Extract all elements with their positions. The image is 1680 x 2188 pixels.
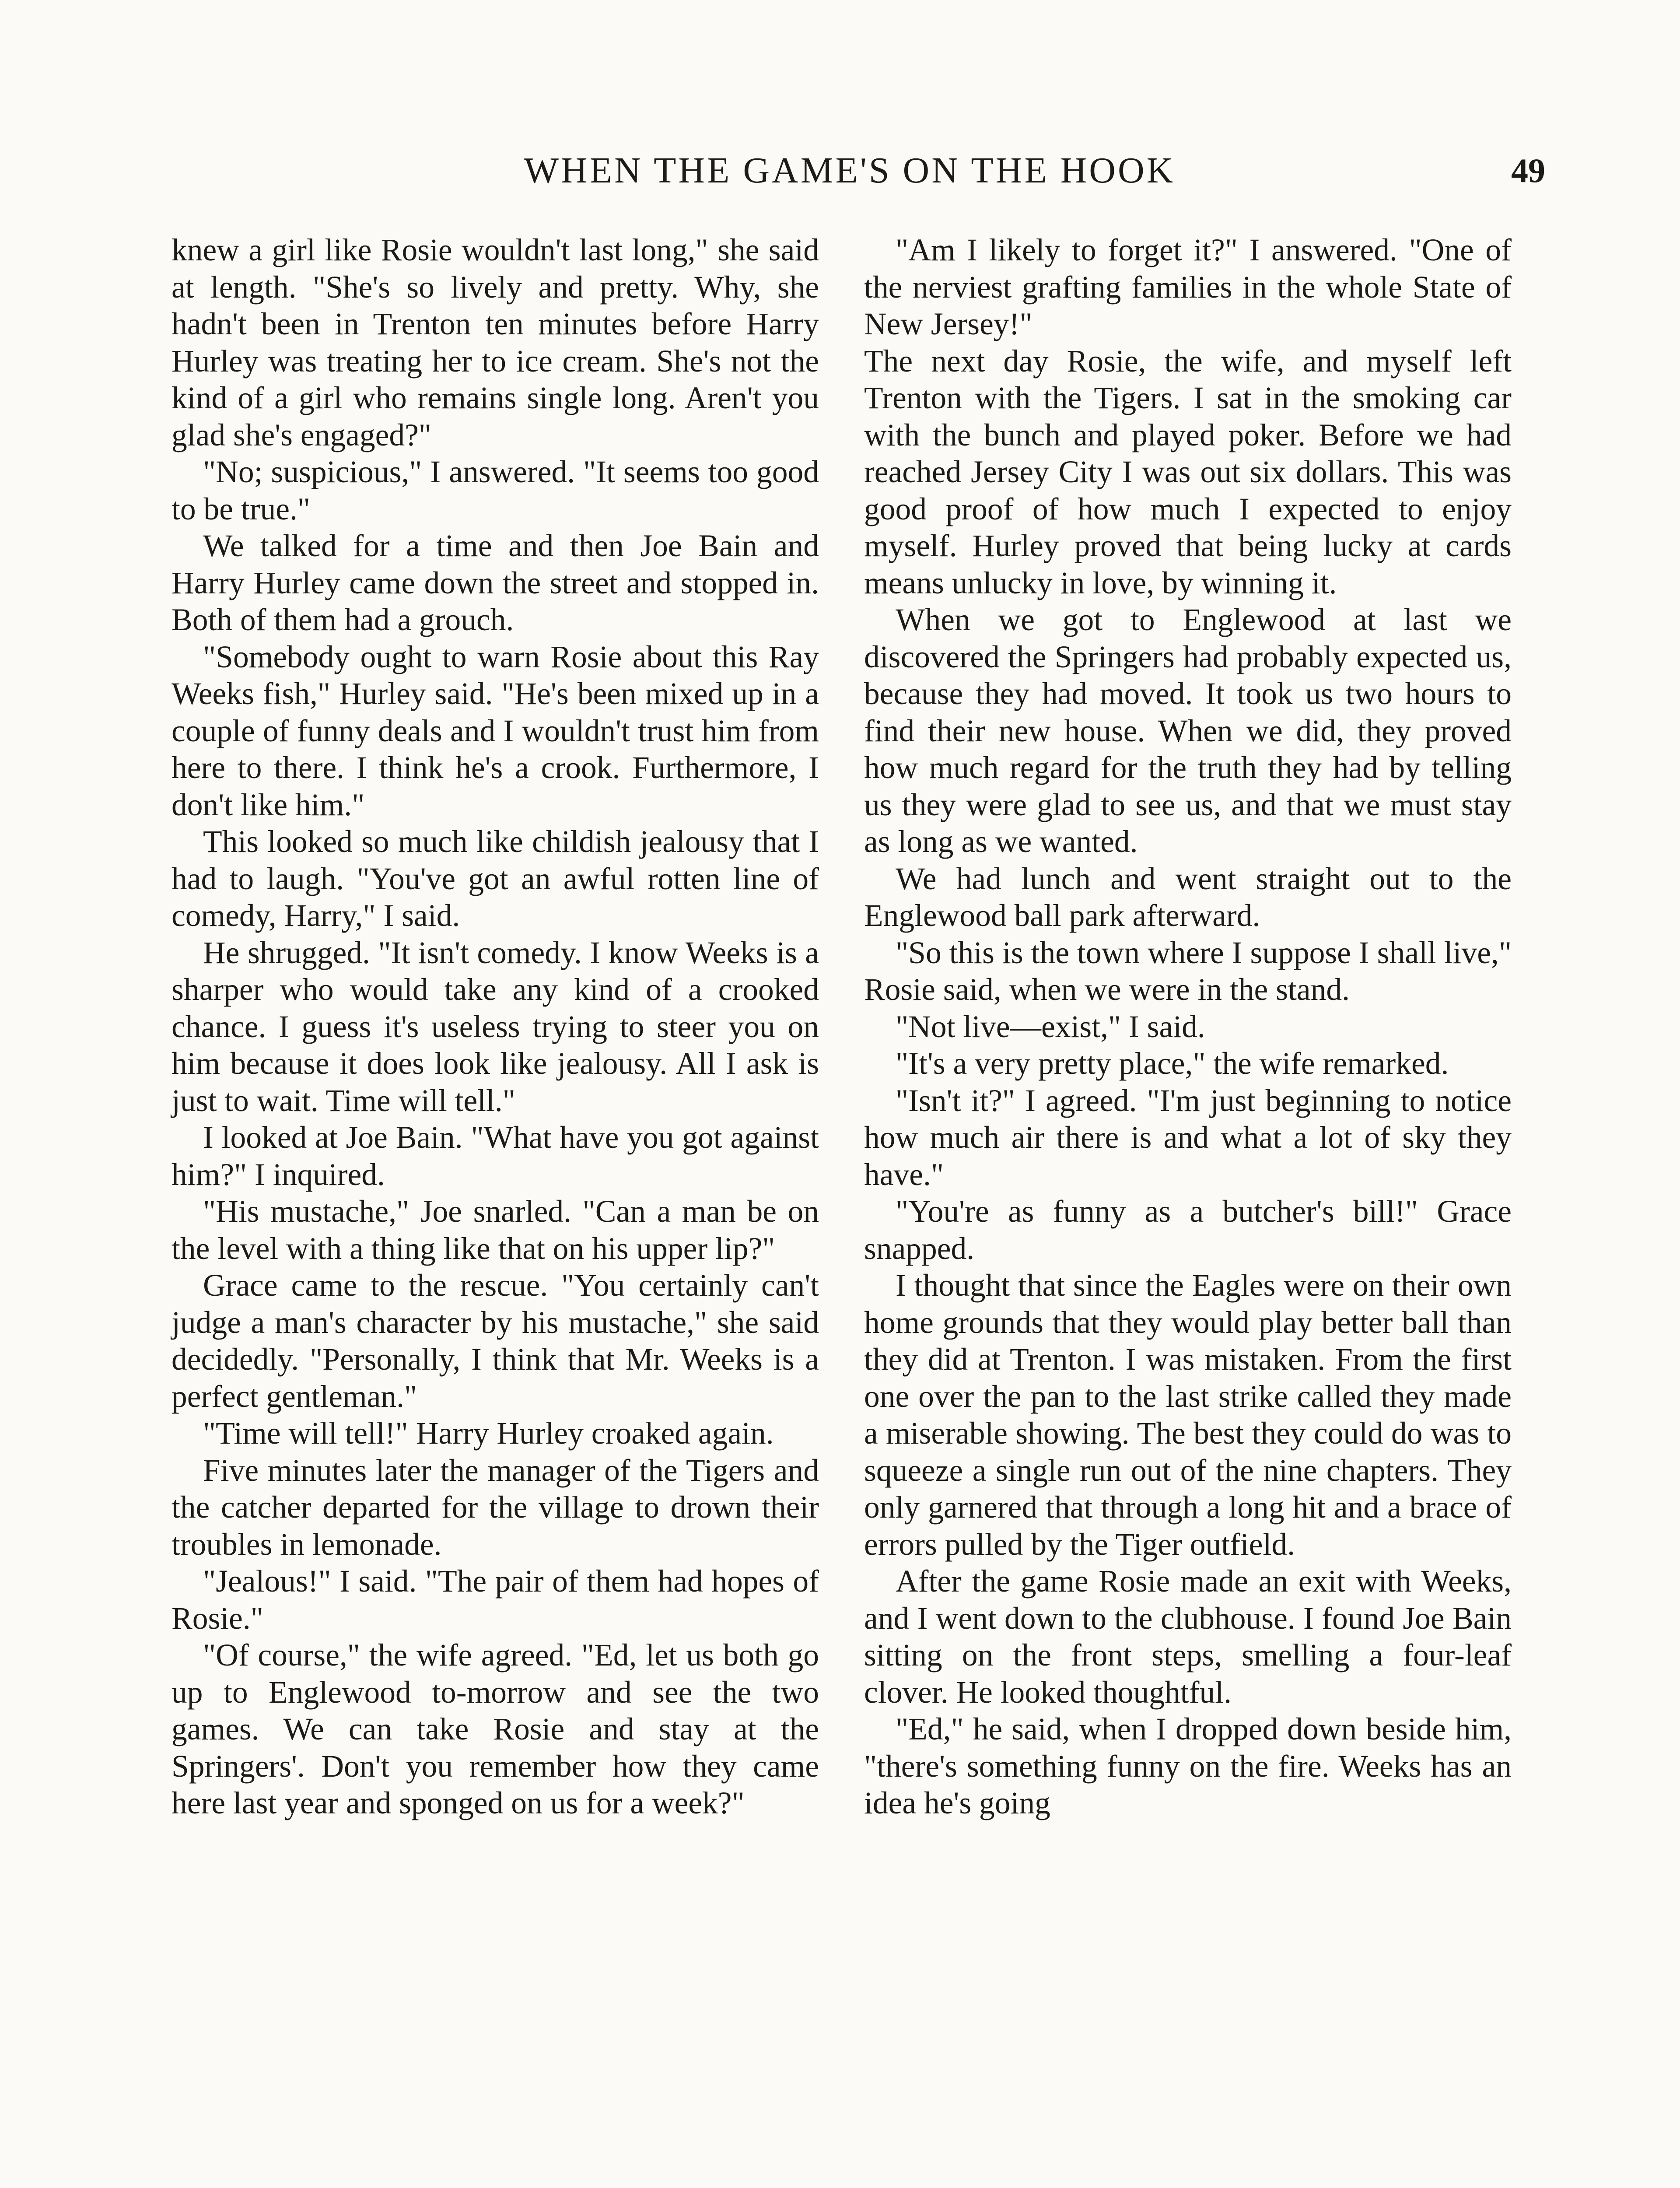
- paragraph: "No; suspicious," I answered. "It seems too good to be true.": [172, 455, 819, 526]
- paragraph: "Ed," he said, when I dropped down beside him, "there's something funny on the fire. Weeks has an idea he's going: [864, 1712, 1512, 1820]
- right-column: [864, 232, 1512, 1822]
- left-column: [172, 232, 819, 1822]
- paragraph: We had lunch and went straight out to the Englewood ball park afterward.: [864, 861, 1512, 933]
- running-title: WHEN THE GAME'S ON THE HOOK: [524, 150, 1176, 191]
- paragraph: "You're as funny as a butcher's bill!" Grace snapped.: [864, 1194, 1512, 1266]
- paragraph: "Of course," the wife agreed. "Ed, let us both go up to Englewood to-morrow and see the two games. We can take Rosie and stay at the Springers'. Don't you remember how they came here last year and sponged on us for a week?": [172, 1638, 819, 1820]
- paragraph: "Jealous!" I said. "The pair of them had hopes of Rosie.": [172, 1564, 819, 1636]
- paragraph: "So this is the town where I suppose I shall live," Rosie said, when we were in the stand.: [864, 935, 1512, 1007]
- paragraph: "It's a very pretty place," the wife remarked.: [896, 1046, 1449, 1081]
- paragraph: I looked at Joe Bain. "What have you got against him?" I inquired.: [172, 1120, 819, 1192]
- paragraph: "Am I likely to forget it?" I answered. "One of the nerviest grafting families in the whole State of New Jersey!": [864, 233, 1512, 341]
- paragraph: "His mustache," Joe snarled. "Can a man be on the level with a thing like that on his upper lip?": [172, 1194, 819, 1266]
- paragraph: Five minutes later the manager of the Tigers and the catcher departed for the village to drown their troubles in lemonade.: [172, 1453, 819, 1562]
- paragraph: "Time will tell!" Harry Hurley croaked again.: [203, 1416, 774, 1451]
- paragraph: When we got to Englewood at last we discovered the Springers had probably expected us, because they had moved. It took us two hours to find their new house. When we did, they proved how much regard for the truth they had by telling us they were glad to see us, and that we must stay as long as we wanted.: [864, 603, 1512, 859]
- paragraph: "Somebody ought to warn Rosie about this Ray Weeks fish," Hurley said. "He's been mixed up in a couple of funny deals and I wouldn't trust him from here to there. I think he's a crook. Furthermore, I don't like him.": [172, 639, 819, 822]
- paragraph: "Isn't it?" I agreed. "I'm just beginning to notice how much air there is and what a lot of sky they have.": [864, 1083, 1512, 1192]
- paragraph: Grace came to the rescue. "You certainly can't judge a man's character by his mustache," she said decidedly. "Personally, I think that Mr. Weeks is a perfect gentleman.": [172, 1268, 819, 1414]
- paragraph: "Not live—exist," I said.: [896, 1009, 1205, 1044]
- paragraph: He shrugged. "It isn't comedy. I know Weeks is a sharper who would take any kind of a crooked chance. I guess it's useless trying to steer you on him because it does look like jealousy. All I ask is just to wait. Time will tell.": [172, 935, 819, 1118]
- paragraph: This looked so much like childish jealousy that I had to laugh. "You've got an awful rotten line of comedy, Harry," I said.: [172, 824, 819, 933]
- running-head: [172, 144, 1545, 197]
- page-number: 49: [1511, 151, 1545, 189]
- paragraph: After the game Rosie made an exit with Weeks, and I went down to the clubhouse. I found Joe Bain sitting on the front steps, smelling a four-leaf clover. He looked thoughtful.: [864, 1564, 1512, 1710]
- paragraph: I thought that since the Eagles were on their own home grounds that they would play better ball than they did at Trenton. I was mistaken. From the first one over the pan to the last strike called they made a miserable showing. The best they could do was to squeeze a single run out of the nine chapters. They only garnered that through a long hit and a brace of errors pulled by the Tiger outfield.: [864, 1268, 1512, 1562]
- paragraph: knew a girl like Rosie wouldn't last long," she said at length. "She's so lively and pretty. Why, she hadn't been in Trenton ten minutes before Harry Hurley was treating her to ice cream. She's not the kind of a girl who remains single long. Aren't you glad she's engaged?": [172, 233, 819, 452]
- paragraph: We talked for a time and then Joe Bain and Harry Hurley came down the street and stopped in. Both of them had a grouch.: [172, 529, 819, 637]
- paragraph: The next day Rosie, the wife, and myself left Trenton with the Tigers. I sat in the smoking car with the bunch and played poker. Before we had reached Jersey City I was out six dollars. This was good proof of how much I expected to enjoy myself. Hurley proved that being lucky at cards means unlucky in love, by winning it.: [864, 344, 1512, 600]
